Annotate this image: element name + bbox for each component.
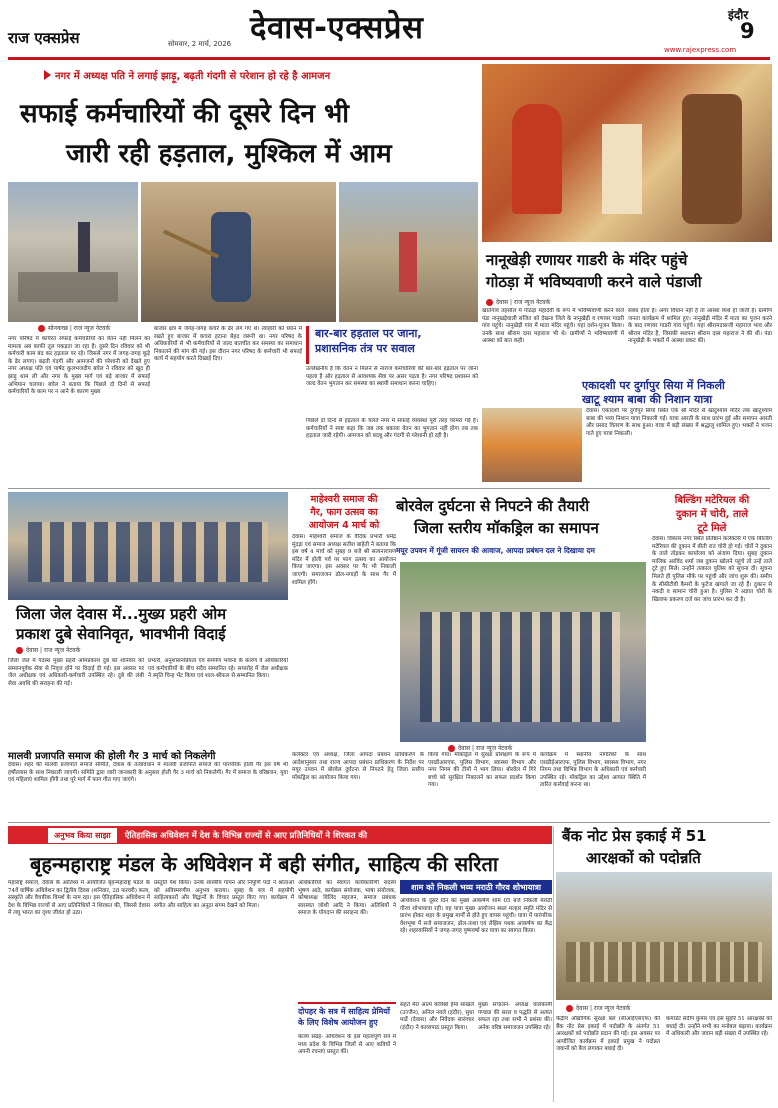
lead-sidebar-box	[306, 326, 478, 364]
section-title: देवास-एक्सप्रेस	[250, 10, 424, 46]
marathi-column-1: अधिवेशन के दूसरे दिन का मुख्य आकर्षण शाम 05 बजे निकली मराठी गौरव शोभायात्रा रही। यह यात्रा मुख्य आयोजन स्थल मल्हार स्मृति मंदिर से प्रारंभ होकर शहर के प्रमुख मार्गों से होते हुए वापस पहुंची। यात्रा में पारंपरिक वेशभूषा में सजे समाजजन, ढोल-ताशा एवं लेझिम पथक आकर्षण का केंद्र रहे। शहरवासियों ने जगह-जगह पुष्पवर्षा कर यात्रा का स्वागत किया।	[400, 898, 552, 935]
lead-column-4: पिछले दो दिनों से हड़ताल के चलते नगर में सफाई व्यवस्था पूरी तरह चरमरा गई है। कर्मचारियों ने स्पष्ट कहा कि जब तक बकाया वेतन का भुगतान नहीं होगा तब तक हड़ताल जारी रहेगी। आमजन को बदबू और गंदगी से परेशानी हो रही है।	[306, 418, 478, 440]
temple-caption	[486, 298, 550, 306]
temple-photo	[482, 64, 772, 242]
lead-kicker	[44, 68, 464, 82]
borewell-caption-text: देवास | राज न्यूज नेटवर्क	[458, 745, 513, 752]
borewell-headline-line1: बोरवेल दुर्घटना से निपटने की तैयारी	[396, 497, 590, 515]
bottom-banner	[8, 826, 552, 844]
bottom-subhead-line1: दोपहर के सत्र में साहित्य प्रेमियों	[298, 1007, 390, 1016]
ekadashi-headline-line1: एकादशी पर दुर्गापुर सिया में निकली	[582, 379, 725, 392]
theft-headline-line1: बिल्डिंग मटेरियल की	[674, 495, 750, 506]
ekadashi-story	[482, 378, 772, 484]
bullet-icon	[16, 647, 23, 654]
marathi-story	[400, 880, 552, 1102]
banknote-column-1: केंद्रीय औद्योगिक सुरक्षा बल (सीआईएसएफ) की बैंक नोट प्रेस इकाई में पदोन्नति के अंतर्गत 51 आरक्षकों को पदोन्नति प्रदान की गई। इस अवसर पर आयोजित कार्यक्रम में इकाई प्रमुख ने पदोन्नत जवानों को बैज लगाकर बधाई दी।	[556, 1016, 660, 1053]
marathi-headline: शाम को निकली भव्य मराठी गौरव शोभायात्रा	[411, 882, 541, 892]
banknote-caption	[566, 1004, 630, 1012]
maheshwari-story	[292, 492, 396, 746]
theft-column-1: देवास। विकास नगर स्थित प्रतिष्ठान कलेक्टर्स में एक बिल्डिंग मटेरियल की दुकान में बीती रात चोरी हो गई। चोरों ने दुकान के ताले तोड़कर कार्यालय को अंजाम दिया। सुबह दुकान मालिक अरविंद शर्मा जब दुकान खोलने पहुंचे तो उन्हें ताले टूटे हुए मिले। उन्होंने तत्काल पुलिस को सूचना दी। सूचना मिलते ही पुलिस मौके पर पहुंची और जांच शुरू की। समीप के सीसीटीवी कैमरों के फुटेज खंगाले जा रहे हैं। दुकान से नकदी व सामान चोरी हुआ है। पुलिस ने अज्ञात चोरों के खिलाफ प्रकरण दर्ज कर जांच प्रारंभ कर दी है।	[652, 536, 772, 603]
marathi-column-3: मुख्य संचालन- अध्यक्ष वालकामी पण्ड्या की सरल व पद्धति से अत्यंत सफल रहा तथा सभी ने प्रशंसा की। अनेक वरिष्ठ समाजजन उपस्थित रहे।	[478, 1002, 552, 1031]
banknote-caption-text: देवास | राज न्यूज नेटवर्क	[576, 1005, 631, 1012]
maheshwari-column-1: देवास। माहेश्वरी समाज के वैदिक प्रभारी धर्मेंद्र मूंदड़ा एवं समाज अध्यक्ष सतीश बाहेती ने बताया कि इस वर्ष 4 मार्च को सुबह 9 बजे श्री सत्यनारायण मंदिर में होली पर्व पर फाग उत्सव का आयोजन किया जाएगा। इस अवसर पर गैर भी निकाली जाएगी। समाजजन ढोल-नगाड़ों के साथ गैर में शामिल होंगे।	[292, 534, 396, 586]
bottom-column-1: महाराष्ट्र समाज, देवास के आतिथ्य में आयोजित बृहन्महाराष्ट्र मंडल के 74वें वार्षिक अधिवेशन का द्वितीय दिवस (शनिवार, 28 फरवरी) कला, संस्कृति और वैचारिक विमर्श के नाम रहा। इस ऐतिहासिक अधिवेशन में देश के विभिन्न राज्यों से आए प्रतिनिधियों ने शिरकत की, जिससे देवास में लघु भारत का दृश्य जीवंत हो उठा।	[8, 880, 150, 917]
holi-column-1: देवास। शहर की मालवी प्रजापति समाज समिति, देवास के तत्वावधान में मालवी प्रजापति समाज की पारंपरिक होली गैर इस वर्ष भी हर्षोल्लास के साथ निकाली जाएगी। समिति द्वारा जारी जानकारी के अनुसार होली गैर 3 मार्च को निकलेगी। गैर में समाज के वरिष्ठजन, युवा एवं महिलाएं शामिल होंगी तथा पूरे मार्ग में फाग गीत गाए जाएंगे।	[8, 762, 288, 784]
holi-story	[8, 748, 288, 818]
maheshwari-headline-line3: आयोजन 4 मार्च को	[308, 520, 380, 531]
divider-1	[8, 488, 770, 489]
banknote-story	[556, 826, 772, 1102]
bottom-column-3: अधिकारियों का स्वागत कार्यकारिणी सदस्य भूषण आठे, कार्यक्रम संयोजक, भाषा संयोजक, कोषाध्यक्ष विलिंद महाजन, समाज प्रबंधक सारस्वत जोशी आदि ने किया। अतिथियों ने समाज के योगदान की सराहना की।	[298, 880, 396, 917]
bottom-column-2: प्रस्तुति पेश किया। उनके शास्त्रीय गायन और निपुणि पदों ने श्रोताओं को अविस्मरणीय अनुभव कराया। सुबह के सत्र में सहयोगी साहित्यकारों और विद्वानों के विचार प्रस्तुत किए गए। कार्यक्रम में संगीत और साहित्य का अनूठा संगम देखने को मिला।	[154, 880, 294, 909]
jail-headline-line2: प्रकाश दुबे सेवानिवृत, भावभीनी विदाई	[16, 625, 226, 643]
lead-sidebar-head-line2: प्रशासनिक तंत्र पर सवाल	[315, 342, 415, 355]
maheshwari-headline-line2: गैर, फाग उत्सव का	[310, 507, 378, 518]
jail-photo	[8, 492, 288, 600]
lead-kicker-text: नगर में अध्यक्ष पति ने लगाई झाड़ू, बढ़ती गंदगी से परेशान हो रहे है आमजन	[55, 71, 331, 82]
masthead	[0, 0, 778, 62]
page-number: 9	[740, 19, 755, 43]
bullet-icon	[566, 1005, 573, 1012]
temple-story	[482, 64, 772, 374]
bullet-icon	[38, 325, 45, 332]
paper-name: राज एक्सप्रेस	[8, 29, 80, 47]
column-divider	[553, 826, 554, 1102]
lead-column-2: बाजार क्षेत्र में जगह-जगह कचरे के ढेर लग गए थे। त्योहारी को ध्यान में रखते हुए बाजार में कचरा हटाना बेहद जरूरी था। नगर परिषद के अधिकारियों से भी कर्मचारियों से जल्द बातचीत कर समस्या का समाधान निकालने की मांग की गई। इस दौरान नगर परिषद के कर्मचारी भी सफाई कार्य में सहयोग करते दिखाई दिए।	[154, 326, 302, 363]
temple-headline-line2: गोठड़ा में भविष्यवाणी करने वाले पंडाजी	[486, 273, 702, 291]
borewell-headline-line2: जिला स्तरीय मॉकड्रिल का समापन	[414, 519, 599, 537]
lead-photo-road	[339, 182, 478, 322]
temple-headline-line1: नानूखेड़ी रणायर गाडरी के मंदिर पहुंचे	[486, 251, 688, 269]
issue-date: सोमवार, 2 मार्च, 2026	[168, 40, 232, 48]
jail-caption	[16, 646, 80, 654]
lead-photo-caption	[38, 324, 110, 332]
ekadashi-photo	[482, 408, 582, 482]
lead-column-1: नगर परिषद में कार्यरत सफाई कर्मचारियों का वेतन नहीं मिलने का मामला अब काफी तूल पकड़ता जा रहा है। दूसरे दिन रविवार को भी कर्मचारी काम बंद कर हड़ताल पर रहे। जिससे नगर में जगह-जगह कूड़े के ढेर लगाए। बढ़ती गंदगी और आमजनों की परेशानी को देखते हुए नगर अध्यक्ष पति एवं पार्षद कुलभजदीप बघेल ने रविवार को खुद ही झाड़ू थाम ली और नगर के मुख्य मार्ग एवं बड़े बाजार में सफाई अभियान चलाया। बघेल ने बताया कि पिछले दो दिनों से सफाई कर्मचारियों के काम पर न आने के कारण मुख्य	[8, 336, 150, 396]
bullet-icon	[448, 745, 455, 752]
banknote-headline-line2: आरक्षकों को पदोन्नति	[586, 849, 701, 867]
lead-story	[8, 64, 478, 484]
borewell-column-1: कलेक्टर एवं अध्यक्ष, जिला आपदा प्रबंधन प्राधिकरण के आदेशानुसार तथा राज्य आपदा प्रबंधन प्राधिकरण के निर्देश पर मयूर उपवन में बोरवेल दुर्घटना से निपटने हेतु जिला स्तरीय मॉकड्रिल का आयोजन किया गया।	[292, 752, 424, 781]
temple-column-1: खातेगांव तहसील में गोठड़ा महादेवी के रूप में भविष्यवाणी करने वाले पंडा नानूखड़ेवाली संजित को देखना जिले के नानूखेड़ी व रणायर गाडरी गांव पहुंचे। नानूखेड़ी गांव में माता मंदिर पहुंचे। यहां दर्शन-पूजन किया। उनके साथ श्रीराम दास महाराज भी थे। ग्रामीणों ने भविष्यवाणी में आस्था को बात कही।	[482, 308, 624, 345]
borewell-caption	[448, 744, 512, 752]
borewell-column-3: कार्यक्रम में स्थानीय नागरिकों के साथ एसडीईआरएफ, पुलिस विभाग, स्वास्थ्य विभाग, नगर निगम तथा विभिन्न विभाग के अधिकारी एवं कर्मचारी उपस्थित रहे। मॉकड्रिल का उद्देश्य आपात स्थिति में त्वरित कार्रवाई करना था।	[540, 752, 646, 789]
marathi-column-2: सहते मेरा आत्म कविश्री हेमा सांखले (उज्जैन), अनिल नवले (इंदौर), सुधा मार्डे (देवास) और निवेदक सारंगधर (इंदौर) ने काव्यपाठ प्रस्तुत किया।	[400, 1002, 474, 1031]
ekadashi-headline-line2: खाटू श्याम बाबा की निशान यात्रा	[582, 393, 713, 406]
theft-headline-line2: दुकान में चोरी, ताले	[675, 509, 749, 520]
jail-column-2: प्रभारी, अनुशासनप्रियता एवं समर्पण भावना के कारण वे अधिकारियों एवं कर्मचारियों के बीच सदैव सम्मानित रहे। समारोह में जेल अधीक्षक ने स्मृति चिन्ह भेंट किया एवं शाल-श्रीफल से सम्मानित किया।	[148, 658, 288, 680]
lead-photo-street	[8, 182, 138, 322]
masthead-rule	[8, 57, 770, 60]
borewell-story	[396, 492, 646, 752]
jail-caption-text: देवास | राज न्यूज नेटवर्क	[26, 647, 81, 654]
maheshwari-headline-line1: माहेश्वरी समाज की	[310, 494, 378, 505]
jail-column-1: जिला जेल में पदस्थ मुख्य प्रहरी ओमप्रकाश दुबे को शनिवार को सम्मानपूर्वक सेवा से निवृत्त होने पर विदाई दी गई। इस अवसर पर जेल अधीक्षक एवं अधिकारी-कर्मचारी उपस्थित रहे। दुबे की लंबी सेवा अवधि की सराहना की गई।	[8, 658, 144, 687]
lead-column-3: उल्लेखनीय है कि वेतन न मिलने से नाराज कर्मचारियों की बार-बार हड़ताल पर जाना पहला है ओर हड़ताल से आवश्यक सेवा पर असर पड़ता है। नगर परिषद प्रशासन को जल्द वेतन भुगतान कर समस्या का स्थायी समाधान करना चाहिए।	[306, 366, 478, 388]
banner-label: अनुभव किया साझा	[48, 828, 117, 843]
borewell-kicker: मयूर उपवन में गूंजी सायरन की आवाज, आपदा प्रबंधन दल ने दिखाया दम	[396, 546, 595, 555]
ekadashi-column-1: देवास। एकादशी पर दुर्गापुर सिया स्थित एक श्री मंदिर से खाटूश्याम मंदिर तक खाटूश्याम बाबा की भव्य निशान यात्रा निकाली गई। यात्रा आरती के साथ प्रारंभ हुई और समापन आरती और प्रसाद वितरण के साथ हुआ। यात्रा में बड़ी संख्या में श्रद्धालु शामिल हुए। भक्तों ने भजन गाते हुए यात्रा निकाली।	[586, 408, 772, 437]
city-name: इंदौर	[728, 8, 749, 22]
bottom-subhead-line2: के लिए विशेष आयोजन हुए	[298, 1018, 378, 1027]
bottom-subhead	[298, 1002, 396, 1032]
banner-text: ऐतिहासिक अधिवेशन में देश के विभिन्न राज्यों से आए प्रतिनिधियों ने शिरकत की	[124, 829, 368, 840]
bottom-headline: बृहन्महाराष्ट्र मंडल के अधिवेशन में बही संगीत, साहित्य की सरिता	[30, 852, 499, 876]
theft-headline-line3: टूटे मिले	[697, 523, 727, 534]
temple-caption-text: देवास | राज न्यूज नेटवर्क	[496, 299, 551, 306]
jail-headline-line1: जिला जेल देवास में...मुख्य प्रहरी ओम	[16, 605, 227, 623]
lead-sidebar-head-line1: बार-बार हड़ताल पर जाना,	[315, 327, 422, 340]
lead-headline-line1: सफाई कर्मचारियों की दूसरे दिन भी	[20, 99, 350, 129]
holi-headline: मालवी प्रजापति समाज की होली गैर 3 मार्च को निकलेगी	[8, 751, 216, 762]
bottom-column-3b: काव्य संग्रह- अधिवेशन के इस महत्वपूर्ण सत्र में मध्य प्रदेश के विभिन्न जिलों से आए कवियों ने अपनी रचनाएं प्रस्तुत कीं।	[298, 1034, 396, 1056]
borewell-column-2: किया गया। मॉकड्रिल में सुरक्षा प्रशिक्षण के रूप में एसडीआरएफ, पुलिस विभाग, स्वास्थ्य विभाग और नगर निगम की टीमों ने भाग लिया। बोरवेल में गिरे बच्चे को सुरक्षित निकालने का सफल प्रदर्शन किया गया।	[428, 752, 536, 789]
website: www.rajexpress.com	[664, 46, 737, 54]
marathi-headline-box	[400, 880, 552, 894]
play-icon	[44, 70, 51, 80]
bullet-icon	[486, 299, 493, 306]
lead-headline-line2: जारी रही हड़ताल, मुश्किल में आम	[66, 139, 392, 169]
divider-2	[8, 822, 770, 823]
borewell-photo	[400, 562, 646, 742]
banknote-column-2: कमांडेंट संदीप कुमार एवं इस सुहरि 51 आरक्षकों को बधाई दी। उन्होंने सभी का मनोबल बढ़ाया। कार्यक्रम में अधिकारी और जवान बड़ी संख्या में उपस्थित रहे।	[666, 1016, 772, 1038]
temple-column-2: संबंध होता है। अगर विधान नहीं है तो आस्था व्यर्थ हो जाती है। ग्रामीण जनता कार्यक्रम में शामिल हुए। नानूखेड़ी मंदिर में माता का पूजन करने के बाद रणायर गाडरी गांव पहुंचे। यहां श्रीरामदासजी महाराज भाव और श्रीराम मंदिर है, जिसकी स्थापना श्रीराम दास महाराज ने की थी। पंडा नानूखेड़ी के भक्तों में आस्था प्रकट की।	[628, 308, 772, 345]
theft-story	[652, 492, 772, 812]
banknote-photo	[556, 872, 772, 1000]
banknote-headline-line1: बैंक नोट प्रेस इकाई में 51	[562, 827, 707, 845]
lead-photo-sweeping	[141, 182, 336, 322]
lead-caption-text: सोनकच्छ | राज न्यूज नेटवर्क	[48, 325, 111, 332]
